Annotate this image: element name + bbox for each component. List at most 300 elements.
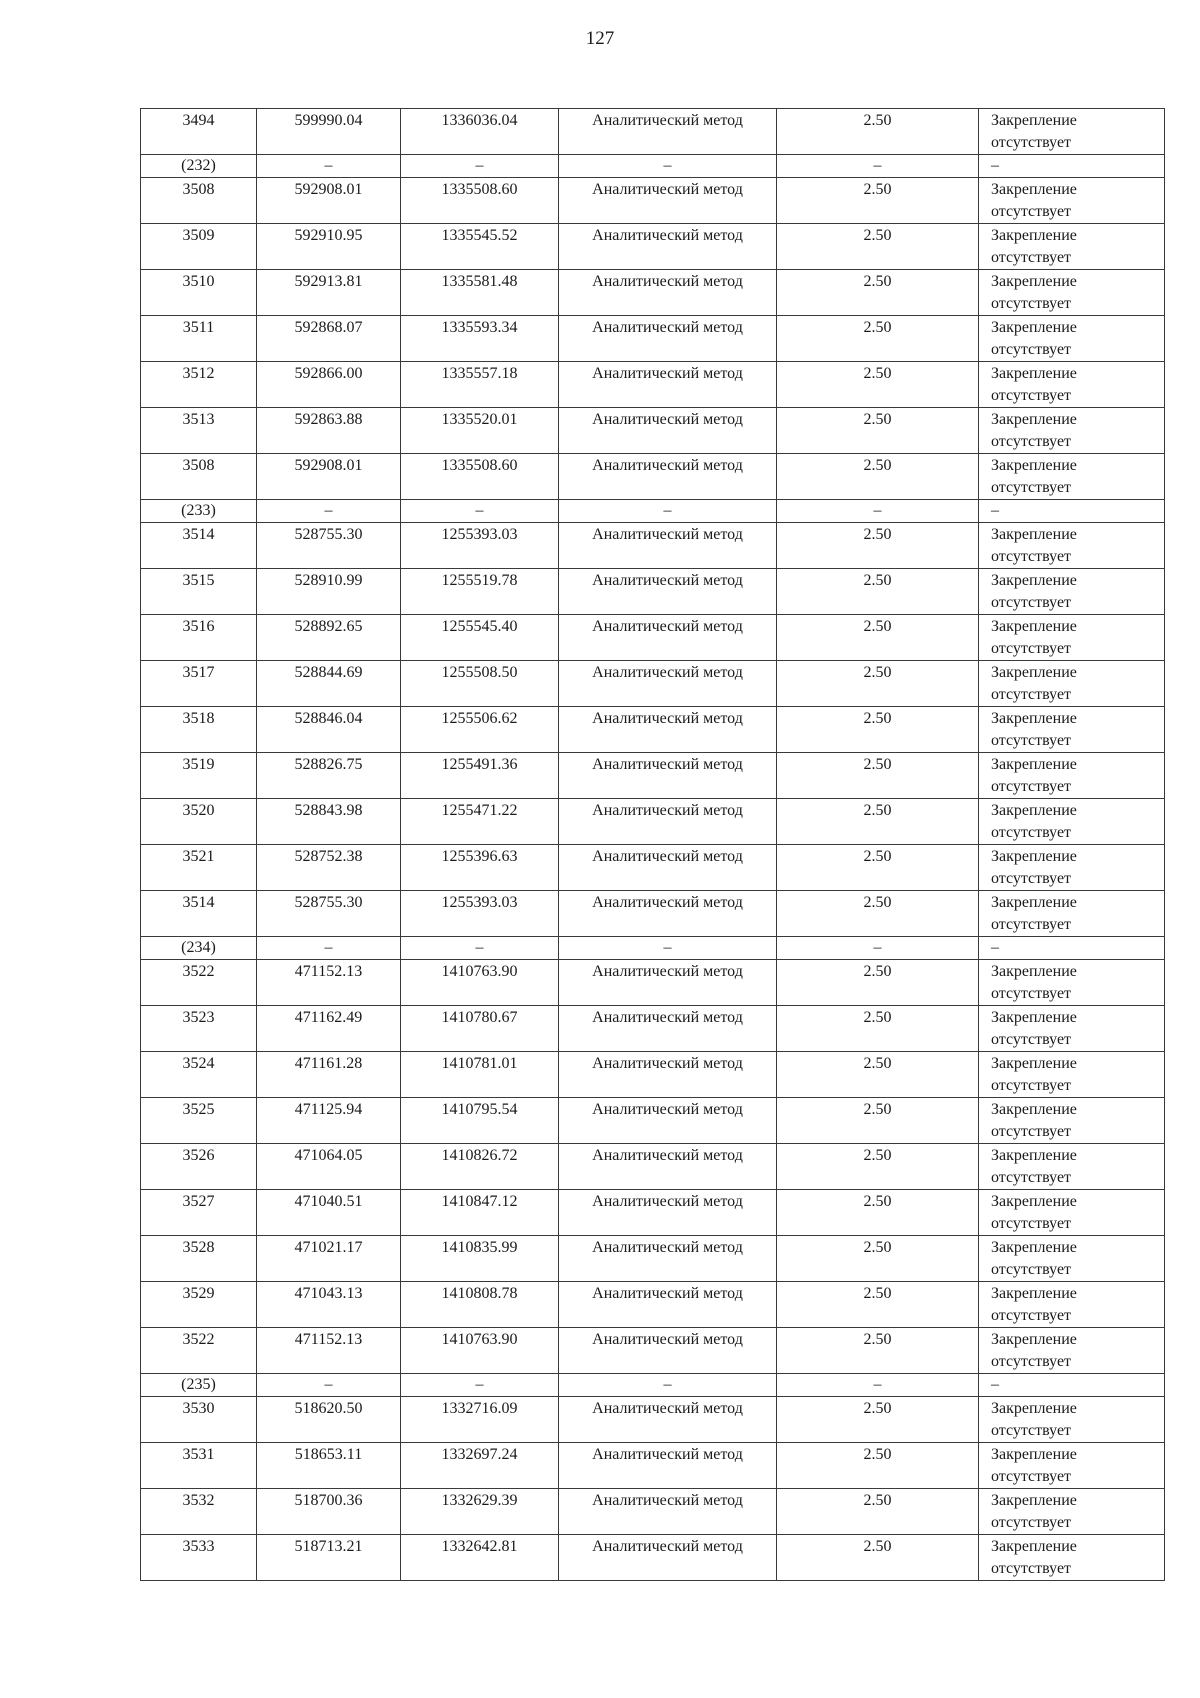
- accuracy-cell: 2.50: [777, 1236, 979, 1282]
- table-row: [141, 1006, 1165, 1052]
- contour-separator-row: [141, 1374, 1165, 1397]
- method-cell: Аналитический метод: [559, 1236, 777, 1282]
- table-row: [141, 1489, 1165, 1535]
- fixation-text-line: отсутствует: [991, 1353, 1072, 1370]
- x-coordinate-cell: 471040.51: [257, 1190, 401, 1236]
- table-row: [141, 661, 1165, 707]
- method-cell: Аналитический метод: [559, 1443, 777, 1489]
- table-row: [141, 1098, 1165, 1144]
- x-coordinate-cell: 528844.69: [257, 661, 401, 707]
- fixation-text-line: отсутствует: [991, 1468, 1072, 1485]
- accuracy-cell: 2.50: [777, 316, 979, 362]
- fixation-text-line: отсутствует: [991, 1169, 1072, 1186]
- method-cell: Аналитический метод: [559, 1098, 777, 1144]
- dash-cell: –: [559, 937, 777, 960]
- y-coordinate-cell: 1332716.09: [401, 1397, 559, 1443]
- fixation-text-line: отсутствует: [991, 295, 1072, 312]
- fixation-text-line: Закрепление: [991, 1331, 1077, 1348]
- fixation-cell: [979, 615, 1165, 661]
- point-number-cell: 3508: [141, 178, 257, 224]
- method-cell: Аналитический метод: [559, 1489, 777, 1535]
- fixation-cell: [979, 1282, 1165, 1328]
- method-cell: Аналитический метод: [559, 1397, 777, 1443]
- accuracy-cell: 2.50: [777, 1489, 979, 1535]
- fixation-cell: [979, 845, 1165, 891]
- point-number-cell: 3533: [141, 1535, 257, 1581]
- method-cell: Аналитический метод: [559, 1190, 777, 1236]
- fixation-cell: [979, 316, 1165, 362]
- x-coordinate-cell: 471021.17: [257, 1236, 401, 1282]
- fixation-text-line: отсутствует: [991, 824, 1072, 841]
- fixation-cell: [979, 799, 1165, 845]
- fixation-cell: [979, 109, 1165, 155]
- y-coordinate-cell: 1255471.22: [401, 799, 559, 845]
- y-coordinate-cell: 1336036.04: [401, 109, 559, 155]
- x-coordinate-cell: 592908.01: [257, 454, 401, 500]
- fixation-text-line: Закрепление: [991, 756, 1077, 773]
- method-cell: Аналитический метод: [559, 408, 777, 454]
- fixation-text-line: Закрепление: [991, 1446, 1077, 1463]
- fixation-text-line: Закрепление: [991, 1193, 1077, 1210]
- x-coordinate-cell: 528846.04: [257, 707, 401, 753]
- accuracy-cell: 2.50: [777, 1282, 979, 1328]
- fixation-text-line: Закрепление: [991, 618, 1077, 635]
- fixation-text-line: отсутствует: [991, 387, 1072, 404]
- fixation-text-line: отсутствует: [991, 1215, 1072, 1232]
- fixation-text-line: отсутствует: [991, 1307, 1072, 1324]
- point-number-cell: 3512: [141, 362, 257, 408]
- method-cell: Аналитический метод: [559, 270, 777, 316]
- y-coordinate-cell: 1335520.01: [401, 408, 559, 454]
- method-cell: Аналитический метод: [559, 1328, 777, 1374]
- fixation-text-line: отсутствует: [991, 1031, 1072, 1048]
- point-number-cell: 3513: [141, 408, 257, 454]
- fixation-text-line: Закрепление: [991, 802, 1077, 819]
- fixation-cell: [979, 523, 1165, 569]
- accuracy-cell: 2.50: [777, 1328, 979, 1374]
- accuracy-cell: 2.50: [777, 454, 979, 500]
- method-cell: Аналитический метод: [559, 615, 777, 661]
- method-cell: Аналитический метод: [559, 362, 777, 408]
- fixation-text-line: Закрепление: [991, 273, 1077, 290]
- fixation-cell: [979, 707, 1165, 753]
- fixation-cell: [979, 1397, 1165, 1443]
- dash-cell: –: [257, 155, 401, 178]
- fixation-text-line: Закрепление: [991, 664, 1077, 681]
- x-coordinate-cell: 592866.00: [257, 362, 401, 408]
- dash-cell: –: [777, 1374, 979, 1397]
- table-row: [141, 1144, 1165, 1190]
- y-coordinate-cell: 1335508.60: [401, 454, 559, 500]
- fixation-text-line: Закрепление: [991, 526, 1077, 543]
- fixation-text-line: отсутствует: [991, 594, 1072, 611]
- table-row: [141, 224, 1165, 270]
- x-coordinate-cell: 592868.07: [257, 316, 401, 362]
- contour-number-cell: (233): [141, 500, 257, 523]
- x-coordinate-cell: 528755.30: [257, 523, 401, 569]
- method-cell: Аналитический метод: [559, 661, 777, 707]
- method-cell: Аналитический метод: [559, 178, 777, 224]
- fixation-text-line: отсутствует: [991, 686, 1072, 703]
- table-row: [141, 1443, 1165, 1489]
- table-row: [141, 799, 1165, 845]
- fixation-text-line: отсутствует: [991, 433, 1072, 450]
- fixation-text-line: Закрепление: [991, 710, 1077, 727]
- method-cell: Аналитический метод: [559, 569, 777, 615]
- fixation-text-line: Закрепление: [991, 848, 1077, 865]
- x-coordinate-cell: 518620.50: [257, 1397, 401, 1443]
- method-cell: Аналитический метод: [559, 316, 777, 362]
- table-row: [141, 615, 1165, 661]
- point-number-cell: 3520: [141, 799, 257, 845]
- fixation-text-line: отсутствует: [991, 916, 1072, 933]
- y-coordinate-cell: 1255506.62: [401, 707, 559, 753]
- fixation-text-line: Закрепление: [991, 572, 1077, 589]
- x-coordinate-cell: 528755.30: [257, 891, 401, 937]
- accuracy-cell: 2.50: [777, 891, 979, 937]
- accuracy-cell: 2.50: [777, 362, 979, 408]
- fixation-cell: [979, 454, 1165, 500]
- y-coordinate-cell: 1410795.54: [401, 1098, 559, 1144]
- x-coordinate-cell: 471125.94: [257, 1098, 401, 1144]
- x-coordinate-cell: 528752.38: [257, 845, 401, 891]
- table-row: [141, 569, 1165, 615]
- x-coordinate-cell: 528843.98: [257, 799, 401, 845]
- fixation-text-line: отсутствует: [991, 1261, 1072, 1278]
- contour-separator-row: [141, 155, 1165, 178]
- accuracy-cell: 2.50: [777, 753, 979, 799]
- y-coordinate-cell: 1335508.60: [401, 178, 559, 224]
- y-coordinate-cell: 1410763.90: [401, 960, 559, 1006]
- contour-number-cell: (232): [141, 155, 257, 178]
- point-number-cell: 3528: [141, 1236, 257, 1282]
- point-number-cell: 3514: [141, 891, 257, 937]
- fixation-text-line: Закрепление: [991, 411, 1077, 428]
- fixation-text-line: отсутствует: [991, 134, 1072, 151]
- y-coordinate-cell: 1255508.50: [401, 661, 559, 707]
- accuracy-cell: 2.50: [777, 1052, 979, 1098]
- fixation-text-line: Закрепление: [991, 1101, 1077, 1118]
- table-row: [141, 1052, 1165, 1098]
- y-coordinate-cell: 1410780.67: [401, 1006, 559, 1052]
- accuracy-cell: 2.50: [777, 1190, 979, 1236]
- point-number-cell: 3530: [141, 1397, 257, 1443]
- point-number-cell: 3522: [141, 1328, 257, 1374]
- fixation-text-line: отсутствует: [991, 1560, 1072, 1577]
- x-coordinate-cell: 471162.49: [257, 1006, 401, 1052]
- point-number-cell: 3510: [141, 270, 257, 316]
- fixation-cell: [979, 224, 1165, 270]
- fixation-text-line: Закрепление: [991, 457, 1077, 474]
- x-coordinate-cell: 518713.21: [257, 1535, 401, 1581]
- dash-cell: –: [777, 937, 979, 960]
- table-row: [141, 362, 1165, 408]
- method-cell: Аналитический метод: [559, 960, 777, 1006]
- fixation-text-line: Закрепление: [991, 963, 1077, 980]
- point-number-cell: 3532: [141, 1489, 257, 1535]
- fixation-cell: [979, 891, 1165, 937]
- fixation-text-line: отсутствует: [991, 1077, 1072, 1094]
- fixation-cell: [979, 1443, 1165, 1489]
- accuracy-cell: 2.50: [777, 799, 979, 845]
- y-coordinate-cell: 1410847.12: [401, 1190, 559, 1236]
- fixation-text-line: Закрепление: [991, 1239, 1077, 1256]
- table-row: [141, 1397, 1165, 1443]
- dash-cell: –: [979, 500, 1165, 523]
- dash-cell: –: [559, 155, 777, 178]
- x-coordinate-cell: 592908.01: [257, 178, 401, 224]
- fixation-text-line: отсутствует: [991, 479, 1072, 496]
- table-row: [141, 178, 1165, 224]
- fixation-text-line: отсутствует: [991, 1422, 1072, 1439]
- y-coordinate-cell: 1255491.36: [401, 753, 559, 799]
- y-coordinate-cell: 1335581.48: [401, 270, 559, 316]
- accuracy-cell: 2.50: [777, 1535, 979, 1581]
- table-row: [141, 753, 1165, 799]
- y-coordinate-cell: 1335557.18: [401, 362, 559, 408]
- fixation-text-line: отсутствует: [991, 249, 1072, 266]
- method-cell: Аналитический метод: [559, 454, 777, 500]
- accuracy-cell: 2.50: [777, 408, 979, 454]
- x-coordinate-cell: 471161.28: [257, 1052, 401, 1098]
- x-coordinate-cell: 471152.13: [257, 960, 401, 1006]
- table-row: [141, 109, 1165, 155]
- x-coordinate-cell: 528910.99: [257, 569, 401, 615]
- dash-cell: –: [777, 155, 979, 178]
- fixation-text-line: Закрепление: [991, 1400, 1077, 1417]
- method-cell: Аналитический метод: [559, 1006, 777, 1052]
- x-coordinate-cell: 471064.05: [257, 1144, 401, 1190]
- contour-separator-row: [141, 937, 1165, 960]
- dash-cell: –: [257, 1374, 401, 1397]
- method-cell: Аналитический метод: [559, 109, 777, 155]
- y-coordinate-cell: 1332642.81: [401, 1535, 559, 1581]
- fixation-text-line: Закрепление: [991, 1285, 1077, 1302]
- fixation-cell: [979, 1052, 1165, 1098]
- x-coordinate-cell: 518700.36: [257, 1489, 401, 1535]
- fixation-text-line: Закрепление: [991, 181, 1077, 198]
- table-row: [141, 891, 1165, 937]
- accuracy-cell: 2.50: [777, 224, 979, 270]
- fixation-cell: [979, 408, 1165, 454]
- fixation-text-line: отсутствует: [991, 778, 1072, 795]
- point-number-cell: 3519: [141, 753, 257, 799]
- point-number-cell: 3516: [141, 615, 257, 661]
- x-coordinate-cell: 471152.13: [257, 1328, 401, 1374]
- fixation-cell: [979, 1190, 1165, 1236]
- method-cell: Аналитический метод: [559, 707, 777, 753]
- accuracy-cell: 2.50: [777, 1443, 979, 1489]
- dash-cell: –: [401, 155, 559, 178]
- fixation-text-line: отсутствует: [991, 203, 1072, 220]
- page-number: 127: [585, 28, 615, 49]
- x-coordinate-cell: 528826.75: [257, 753, 401, 799]
- dash-cell: –: [979, 937, 1165, 960]
- x-coordinate-cell: 471043.13: [257, 1282, 401, 1328]
- fixation-text-line: отсутствует: [991, 732, 1072, 749]
- x-coordinate-cell: 528892.65: [257, 615, 401, 661]
- fixation-text-line: отсутствует: [991, 985, 1072, 1002]
- y-coordinate-cell: 1255519.78: [401, 569, 559, 615]
- y-coordinate-cell: 1255396.63: [401, 845, 559, 891]
- fixation-text-line: Закрепление: [991, 365, 1077, 382]
- point-number-cell: 3524: [141, 1052, 257, 1098]
- accuracy-cell: 2.50: [777, 569, 979, 615]
- point-number-cell: 3531: [141, 1443, 257, 1489]
- method-cell: Аналитический метод: [559, 799, 777, 845]
- fixation-text-line: Закрепление: [991, 1492, 1077, 1509]
- accuracy-cell: 2.50: [777, 109, 979, 155]
- table-row: [141, 408, 1165, 454]
- fixation-cell: [979, 1236, 1165, 1282]
- point-number-cell: 3525: [141, 1098, 257, 1144]
- accuracy-cell: 2.50: [777, 1098, 979, 1144]
- y-coordinate-cell: 1335593.34: [401, 316, 559, 362]
- fixation-text-line: отсутствует: [991, 1123, 1072, 1140]
- point-number-cell: 3526: [141, 1144, 257, 1190]
- dash-cell: –: [401, 1374, 559, 1397]
- fixation-text-line: Закрепление: [991, 1009, 1077, 1026]
- y-coordinate-cell: 1410763.90: [401, 1328, 559, 1374]
- method-cell: Аналитический метод: [559, 1052, 777, 1098]
- y-coordinate-cell: 1410835.99: [401, 1236, 559, 1282]
- coordinates-table: [140, 108, 1165, 1581]
- fixation-cell: [979, 960, 1165, 1006]
- y-coordinate-cell: 1410781.01: [401, 1052, 559, 1098]
- point-number-cell: 3494: [141, 109, 257, 155]
- y-coordinate-cell: 1255545.40: [401, 615, 559, 661]
- contour-number-cell: (235): [141, 1374, 257, 1397]
- accuracy-cell: 2.50: [777, 661, 979, 707]
- fixation-text-line: отсутствует: [991, 548, 1072, 565]
- y-coordinate-cell: 1335545.52: [401, 224, 559, 270]
- fixation-text-line: отсутствует: [991, 640, 1072, 657]
- fixation-text-line: Закрепление: [991, 227, 1077, 244]
- fixation-text-line: Закрепление: [991, 1055, 1077, 1072]
- method-cell: Аналитический метод: [559, 1535, 777, 1581]
- table-row: [141, 1535, 1165, 1581]
- coordinates-table-container: [140, 108, 1165, 1581]
- accuracy-cell: 2.50: [777, 270, 979, 316]
- method-cell: Аналитический метод: [559, 523, 777, 569]
- contour-number-cell: (234): [141, 937, 257, 960]
- point-number-cell: 3521: [141, 845, 257, 891]
- dash-cell: –: [979, 155, 1165, 178]
- point-number-cell: 3514: [141, 523, 257, 569]
- method-cell: Аналитический метод: [559, 224, 777, 270]
- point-number-cell: 3523: [141, 1006, 257, 1052]
- fixation-text-line: Закрепление: [991, 112, 1077, 129]
- table-row: [141, 707, 1165, 753]
- dash-cell: –: [559, 500, 777, 523]
- y-coordinate-cell: 1255393.03: [401, 891, 559, 937]
- table-row: [141, 960, 1165, 1006]
- fixation-cell: [979, 753, 1165, 799]
- table-row: [141, 1328, 1165, 1374]
- accuracy-cell: 2.50: [777, 960, 979, 1006]
- fixation-text-line: отсутствует: [991, 341, 1072, 358]
- accuracy-cell: 2.50: [777, 1144, 979, 1190]
- point-number-cell: 3518: [141, 707, 257, 753]
- fixation-text-line: отсутствует: [991, 870, 1072, 887]
- y-coordinate-cell: 1332629.39: [401, 1489, 559, 1535]
- contour-separator-row: [141, 500, 1165, 523]
- point-number-cell: 3515: [141, 569, 257, 615]
- coordinates-table-body: [141, 109, 1165, 1581]
- dash-cell: –: [559, 1374, 777, 1397]
- point-number-cell: 3508: [141, 454, 257, 500]
- fixation-text-line: отсутствует: [991, 1514, 1072, 1531]
- table-row: [141, 454, 1165, 500]
- y-coordinate-cell: 1410808.78: [401, 1282, 559, 1328]
- y-coordinate-cell: 1332697.24: [401, 1443, 559, 1489]
- method-cell: Аналитический метод: [559, 1282, 777, 1328]
- point-number-cell: 3517: [141, 661, 257, 707]
- point-number-cell: 3529: [141, 1282, 257, 1328]
- table-row: [141, 1282, 1165, 1328]
- fixation-cell: [979, 1006, 1165, 1052]
- fixation-cell: [979, 1098, 1165, 1144]
- fixation-text-line: Закрепление: [991, 1538, 1077, 1555]
- table-row: [141, 316, 1165, 362]
- table-row: [141, 1190, 1165, 1236]
- method-cell: Аналитический метод: [559, 891, 777, 937]
- x-coordinate-cell: 599990.04: [257, 109, 401, 155]
- fixation-cell: [979, 1328, 1165, 1374]
- fixation-cell: [979, 1144, 1165, 1190]
- table-row: [141, 270, 1165, 316]
- x-coordinate-cell: 592863.88: [257, 408, 401, 454]
- accuracy-cell: 2.50: [777, 178, 979, 224]
- point-number-cell: 3527: [141, 1190, 257, 1236]
- dash-cell: –: [979, 1374, 1165, 1397]
- point-number-cell: 3522: [141, 960, 257, 1006]
- fixation-text-line: Закрепление: [991, 894, 1077, 911]
- fixation-cell: [979, 178, 1165, 224]
- table-row: [141, 1236, 1165, 1282]
- accuracy-cell: 2.50: [777, 845, 979, 891]
- fixation-cell: [979, 270, 1165, 316]
- fixation-text-line: Закрепление: [991, 1147, 1077, 1164]
- fixation-cell: [979, 569, 1165, 615]
- fixation-cell: [979, 661, 1165, 707]
- accuracy-cell: 2.50: [777, 1006, 979, 1052]
- y-coordinate-cell: 1410826.72: [401, 1144, 559, 1190]
- y-coordinate-cell: 1255393.03: [401, 523, 559, 569]
- method-cell: Аналитический метод: [559, 753, 777, 799]
- accuracy-cell: 2.50: [777, 707, 979, 753]
- point-number-cell: 3511: [141, 316, 257, 362]
- fixation-text-line: Закрепление: [991, 319, 1077, 336]
- dash-cell: –: [257, 500, 401, 523]
- point-number-cell: 3509: [141, 224, 257, 270]
- x-coordinate-cell: 518653.11: [257, 1443, 401, 1489]
- fixation-cell: [979, 362, 1165, 408]
- method-cell: Аналитический метод: [559, 1144, 777, 1190]
- accuracy-cell: 2.50: [777, 1397, 979, 1443]
- dash-cell: –: [257, 937, 401, 960]
- accuracy-cell: 2.50: [777, 523, 979, 569]
- fixation-cell: [979, 1489, 1165, 1535]
- x-coordinate-cell: 592913.81: [257, 270, 401, 316]
- dash-cell: –: [401, 937, 559, 960]
- dash-cell: –: [777, 500, 979, 523]
- dash-cell: –: [401, 500, 559, 523]
- accuracy-cell: 2.50: [777, 615, 979, 661]
- method-cell: Аналитический метод: [559, 845, 777, 891]
- table-row: [141, 523, 1165, 569]
- fixation-cell: [979, 1535, 1165, 1581]
